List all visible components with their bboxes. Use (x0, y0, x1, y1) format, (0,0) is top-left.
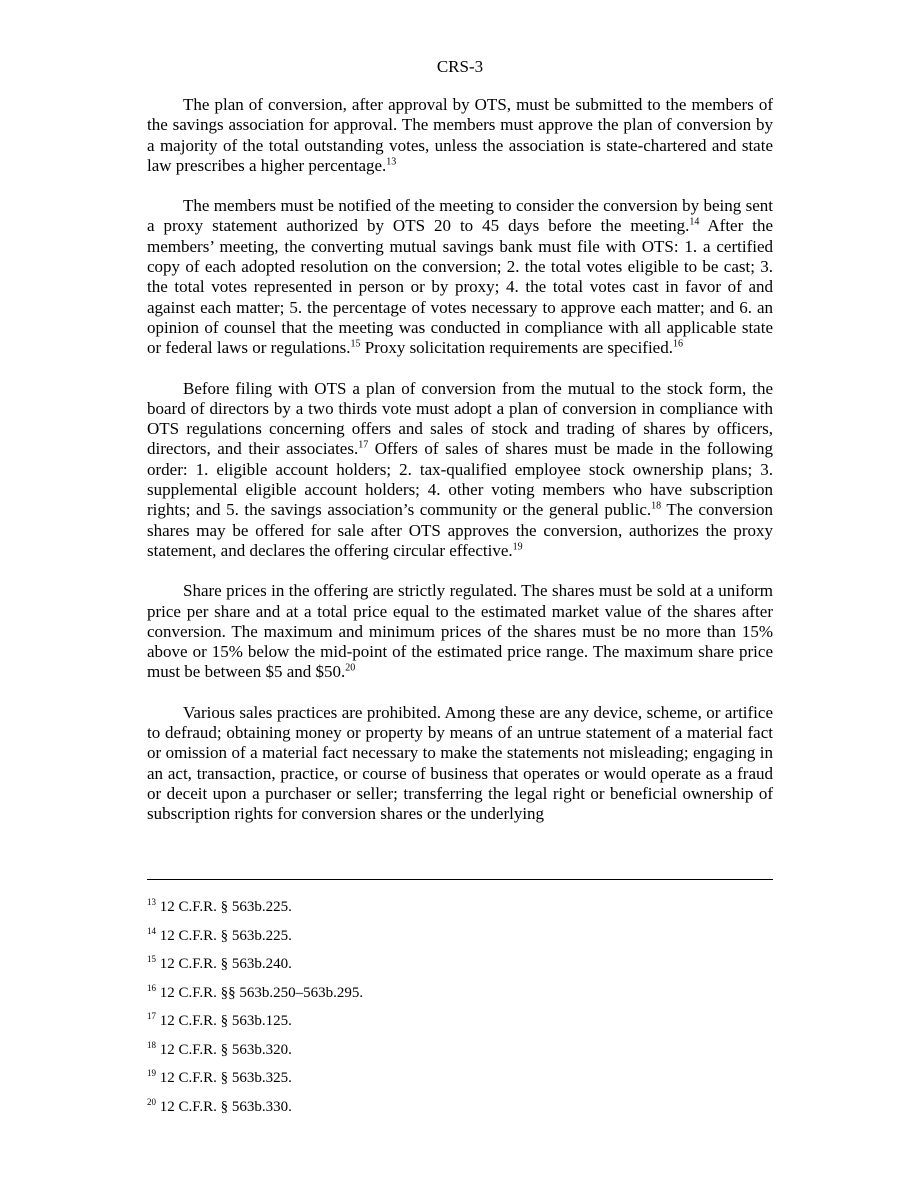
footnote-number: 20 (147, 1096, 156, 1107)
footnote-number: 15 (147, 954, 156, 964)
paragraph-text: Proxy solicitation requirements are specified. (360, 338, 673, 358)
footnote-number: 18 (147, 1039, 156, 1050)
footnote-ref: 19 (512, 541, 523, 553)
footnote-number: 14 (147, 925, 156, 936)
footnote (147, 1069, 773, 1098)
paragraph (147, 196, 773, 358)
body-text (147, 95, 773, 845)
paragraph (147, 379, 773, 562)
paragraph-text: After the members’ meeting, the converting mutual savings bank must file with OTS: 1. a certified copy of each adopted resolution on the conversion; 2. the total votes eligible to be cast; 3. the total votes represented in person or by proxy; 4. the total votes cast in favor of and against each matter; 5. the percentage of votes necessary to approve each matter; and 6. an opinion of counsel that the meeting was conducted in compliance with all applicable state or federal laws or regulations. (147, 216, 773, 358)
paragraph-text: The conversion shares may be offered for sale after OTS approves the conversion, authorizes the proxy statement, and declares the offering circular effective. (147, 500, 773, 560)
footnote (147, 984, 773, 1013)
footnote (147, 1041, 773, 1070)
footnote-number: 19 (147, 1068, 156, 1078)
page-header: CRS-3 (436, 57, 484, 76)
paragraph-text: The plan of conversion, after approval by OTS, must be submitted to the members of the savings association for approval. The members must approve the plan of conversion by a majority of the total outstanding votes, unless the association is state-chartered and state law prescribes a higher percentage. (147, 95, 773, 175)
footnote (147, 898, 773, 927)
paragraph (147, 703, 773, 825)
footnote (147, 955, 773, 984)
footnote-ref: 13 (386, 156, 397, 168)
footnote-number: 16 (147, 982, 156, 993)
footnote-text: 12 C.F.R. § 563b.320. (159, 1041, 292, 1058)
paragraph-text: Offers of sales of shares must be made in the following order: 1. eligible account holders; 2. tax-qualified employee stock ownership plans; 3. supplemental eligible account holders; 4. other voting members who have subscription rights; and 5. the savings association’s community or the general public. (147, 439, 773, 520)
paragraph-text: Before filing with OTS a plan of conversion from the mutual to the stock form, the board of directors by a two thirds vote must adopt a plan of conversion in compliance with OTS regulations concerning offers and sales of stock and trading of shares by officers, directors, and their associates. (147, 378, 773, 459)
footnote (147, 1098, 773, 1127)
footnote-number: 17 (147, 1011, 156, 1021)
footnote-text: 12 C.F.R. § 563b.125. (159, 1013, 292, 1029)
footnote-ref: 20 (345, 662, 356, 674)
footnote-ref: 17 (358, 439, 369, 451)
paragraph-text: Share prices in the offering are strictly regulated. The shares must be sold at a uniform price per share and at a total price equal to the estimated market value of the shares after conversion. The maximum and minimum prices of the shares must be no more than 15% above or 15% below the mid-point of the estimated price range. The maximum share price must be between $5 and $50. (147, 581, 773, 682)
footnote-text: 12 C.F.R. § 563b.240. (159, 956, 292, 972)
footnote-separator (147, 879, 773, 880)
footnote-text: 12 C.F.R. § 563b.325. (159, 1070, 292, 1086)
footnote (147, 927, 773, 956)
footnote (147, 1012, 773, 1041)
paragraph-text: The members must be notified of the meeting to consider the conversion by being sent a proxy statement authorized by OTS 20 to 45 days before the meeting. (147, 196, 773, 236)
footnote-ref: 16 (672, 338, 683, 350)
footnote-text: 12 C.F.R. §§ 563b.250–563b.295. (159, 984, 364, 1001)
footnote-ref: 18 (651, 500, 662, 512)
footnote-text: 12 C.F.R. § 563b.225. (159, 927, 292, 944)
paragraph (147, 95, 773, 176)
paragraph-text: Various sales practices are prohibited. Among these are any device, scheme, or artifice to defraud; obtaining money or property by means of an untrue statement of a material fact or omission of a material fact necessary to make the statements not misleading; engaging in an act, transaction, practice, or course of business that operates or would operate as a fraud or deceit upon a purchaser or seller; transferring the legal right or beneficial ownership of subscription rights for conversion shares or the underlying (147, 702, 773, 824)
footnote-ref: 14 (689, 216, 700, 228)
footnotes (147, 898, 773, 1126)
footnote-number: 13 (147, 897, 156, 907)
footnote-text: 12 C.F.R. § 563b.330. (159, 1098, 292, 1115)
footnote-ref: 15 (350, 338, 361, 350)
footnote-text: 12 C.F.R. § 563b.225. (159, 899, 292, 915)
paragraph (147, 581, 773, 682)
